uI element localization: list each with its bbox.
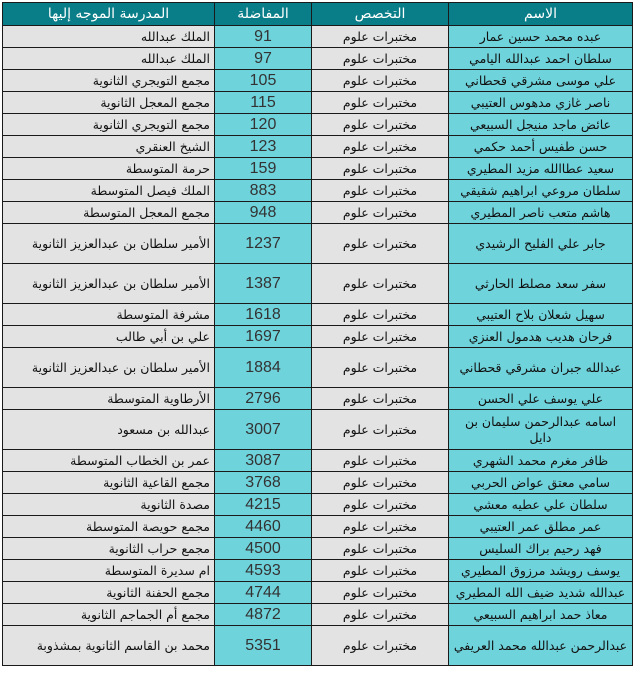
cell-name: ناصر غازي مدهوس العتيبي xyxy=(449,92,633,114)
table-row xyxy=(3,560,633,582)
cell-name: سلطان مروعي ابراهيم شقيقي xyxy=(449,180,633,202)
cell-name: هاشم متعب ناصر المطيري xyxy=(449,202,633,224)
table-row xyxy=(3,582,633,604)
table-row xyxy=(3,326,633,348)
cell-specialization: مختبرات علوم xyxy=(312,582,449,604)
cell-school: الأمير سلطان بن عبدالعزيز الثانوية xyxy=(3,264,215,304)
cell-name: سلطان احمد عبدالله اليامي xyxy=(449,48,633,70)
cell-school: علي بن أبي طالب xyxy=(3,326,215,348)
cell-school: الأمير سلطان بن عبدالعزيز الثانوية xyxy=(3,348,215,388)
cell-ratio: 3768 xyxy=(215,472,312,494)
cell-ratio: 2796 xyxy=(215,388,312,410)
cell-school: الأرطاوية المتوسطة xyxy=(3,388,215,410)
table-row xyxy=(3,136,633,158)
cell-ratio: 105 xyxy=(215,70,312,92)
cell-specialization: مختبرات علوم xyxy=(312,538,449,560)
cell-name: علي موسى مشرقي قحطاني xyxy=(449,70,633,92)
cell-specialization: مختبرات علوم xyxy=(312,560,449,582)
cell-specialization: مختبرات علوم xyxy=(312,388,449,410)
cell-specialization: مختبرات علوم xyxy=(312,450,449,472)
header-school: المدرسة الموجه إليها xyxy=(3,3,215,26)
cell-specialization: مختبرات علوم xyxy=(312,180,449,202)
cell-school: مجمع أم الجماجم الثانوية xyxy=(3,604,215,626)
cell-ratio: 159 xyxy=(215,158,312,180)
cell-school: محمد بن القاسم الثانوية بمشذوبة xyxy=(3,626,215,666)
cell-ratio: 115 xyxy=(215,92,312,114)
table-row xyxy=(3,604,633,626)
table-row xyxy=(3,450,633,472)
cell-school: مشرفة المتوسطة xyxy=(3,304,215,326)
cell-ratio: 948 xyxy=(215,202,312,224)
table-row xyxy=(3,494,633,516)
cell-specialization: مختبرات علوم xyxy=(312,48,449,70)
table-row xyxy=(3,26,633,48)
cell-ratio: 4460 xyxy=(215,516,312,538)
header-ratio: المفاضلة xyxy=(215,3,312,26)
cell-name: جابر علي الفليح الرشيدي xyxy=(449,224,633,264)
table-row xyxy=(3,264,633,304)
cell-name: عبدالله شديد ضيف الله المطيري xyxy=(449,582,633,604)
cell-school: مجمع الحفنة الثانوية xyxy=(3,582,215,604)
cell-ratio: 4500 xyxy=(215,538,312,560)
table-row xyxy=(3,472,633,494)
cell-school: مجمع التويجري الثانوية xyxy=(3,70,215,92)
cell-name: سفر سعد مصلط الحارثي xyxy=(449,264,633,304)
cell-name: سامي معتق عواض الحربي xyxy=(449,472,633,494)
cell-school: حرمة المتوسطة xyxy=(3,158,215,180)
cell-specialization: مختبرات علوم xyxy=(312,348,449,388)
cell-school: عبدالله بن مسعود xyxy=(3,410,215,450)
cell-name: عمر مطلق عمر العتيبي xyxy=(449,516,633,538)
cell-ratio: 1884 xyxy=(215,348,312,388)
cell-school: مصدة الثانوية xyxy=(3,494,215,516)
table-row xyxy=(3,48,633,70)
cell-school: الأمير سلطان بن عبدالعزيز الثانوية xyxy=(3,224,215,264)
assignment-table-container xyxy=(2,2,632,694)
cell-specialization: مختبرات علوم xyxy=(312,626,449,666)
cell-name: سلطان علي عطيه معشي xyxy=(449,494,633,516)
cell-name: عبده محمد حسين عمار xyxy=(449,26,633,48)
cell-specialization: مختبرات علوم xyxy=(312,264,449,304)
table-row xyxy=(3,388,633,410)
cell-ratio: 1618 xyxy=(215,304,312,326)
cell-specialization: مختبرات علوم xyxy=(312,516,449,538)
cell-specialization: مختبرات علوم xyxy=(312,604,449,626)
header-specialization: التخصص xyxy=(312,3,449,26)
cell-specialization: مختبرات علوم xyxy=(312,472,449,494)
cell-ratio: 3007 xyxy=(215,410,312,450)
cell-specialization: مختبرات علوم xyxy=(312,304,449,326)
cell-school: مجمع المعجل الثانوية xyxy=(3,92,215,114)
cell-specialization: مختبرات علوم xyxy=(312,494,449,516)
cell-ratio: 91 xyxy=(215,26,312,48)
cell-name: يوسف رويشد مرزوق المطيري xyxy=(449,560,633,582)
cell-name: فرحان هديب هدمول العنزي xyxy=(449,326,633,348)
cell-ratio: 5351 xyxy=(215,626,312,666)
table-row xyxy=(3,304,633,326)
cell-ratio: 4593 xyxy=(215,560,312,582)
table-row xyxy=(3,114,633,136)
cell-ratio: 4872 xyxy=(215,604,312,626)
cell-ratio: 4744 xyxy=(215,582,312,604)
cell-name: عبدالرحمن عبدالله محمد العريفي xyxy=(449,626,633,666)
cell-ratio: 120 xyxy=(215,114,312,136)
table-row xyxy=(3,410,633,450)
cell-specialization: مختبرات علوم xyxy=(312,92,449,114)
cell-school: الشيخ العنقري xyxy=(3,136,215,158)
table-row xyxy=(3,224,633,264)
table-row xyxy=(3,92,633,114)
cell-school: مجمع المعجل المتوسطة xyxy=(3,202,215,224)
cell-school: الملك فيصل المتوسطة xyxy=(3,180,215,202)
cell-ratio: 1237 xyxy=(215,224,312,264)
cell-school: مجمع حراب الثانوية xyxy=(3,538,215,560)
cell-specialization: مختبرات علوم xyxy=(312,224,449,264)
cell-ratio: 1697 xyxy=(215,326,312,348)
cell-name: سعيد عطاالله مزيد المطيري xyxy=(449,158,633,180)
cell-school: عمر بن الخطاب المتوسطة xyxy=(3,450,215,472)
table-row xyxy=(3,70,633,92)
cell-specialization: مختبرات علوم xyxy=(312,70,449,92)
header-name: الاسم xyxy=(449,3,633,26)
cell-specialization: مختبرات علوم xyxy=(312,410,449,450)
cell-ratio: 4215 xyxy=(215,494,312,516)
cell-school: الملك عبدالله xyxy=(3,26,215,48)
cell-name: معاذ حمد ابراهيم السبيعي xyxy=(449,604,633,626)
cell-specialization: مختبرات علوم xyxy=(312,114,449,136)
cell-name: فهد رحيم براك السليس xyxy=(449,538,633,560)
table-row xyxy=(3,180,633,202)
cell-ratio: 1387 xyxy=(215,264,312,304)
cell-specialization: مختبرات علوم xyxy=(312,326,449,348)
table-row xyxy=(3,348,633,388)
cell-school: مجمع القاعية الثانوية xyxy=(3,472,215,494)
cell-name: عبدالله جبران مشرقي قحطاني xyxy=(449,348,633,388)
cell-school: مجمع التويجري الثانوية xyxy=(3,114,215,136)
table-row xyxy=(3,626,633,666)
cell-specialization: مختبرات علوم xyxy=(312,158,449,180)
cell-specialization: مختبرات علوم xyxy=(312,26,449,48)
cell-name: ظافر مغرم محمد الشهري xyxy=(449,450,633,472)
cell-name: عائض ماجد منيجل السبيعي xyxy=(449,114,633,136)
cell-specialization: مختبرات علوم xyxy=(312,202,449,224)
assignment-table xyxy=(2,2,633,666)
cell-ratio: 883 xyxy=(215,180,312,202)
table-row xyxy=(3,158,633,180)
cell-ratio: 97 xyxy=(215,48,312,70)
cell-name: علي يوسف علي الحسن xyxy=(449,388,633,410)
cell-ratio: 3087 xyxy=(215,450,312,472)
cell-name: سهيل شعلان بلاح العتيبي xyxy=(449,304,633,326)
cell-specialization: مختبرات علوم xyxy=(312,136,449,158)
cell-ratio: 123 xyxy=(215,136,312,158)
table-row xyxy=(3,202,633,224)
table-header-row xyxy=(3,3,633,26)
cell-name: اسامه عبدالرحمن سليمان بن دايل xyxy=(449,410,633,450)
cell-school: ام سديرة المتوسطة xyxy=(3,560,215,582)
cell-school: الملك عبدالله xyxy=(3,48,215,70)
cell-school: مجمع حويصة المتوسطة xyxy=(3,516,215,538)
table-row xyxy=(3,538,633,560)
cell-name: حسن طفيس أحمد حكمي xyxy=(449,136,633,158)
table-row xyxy=(3,516,633,538)
